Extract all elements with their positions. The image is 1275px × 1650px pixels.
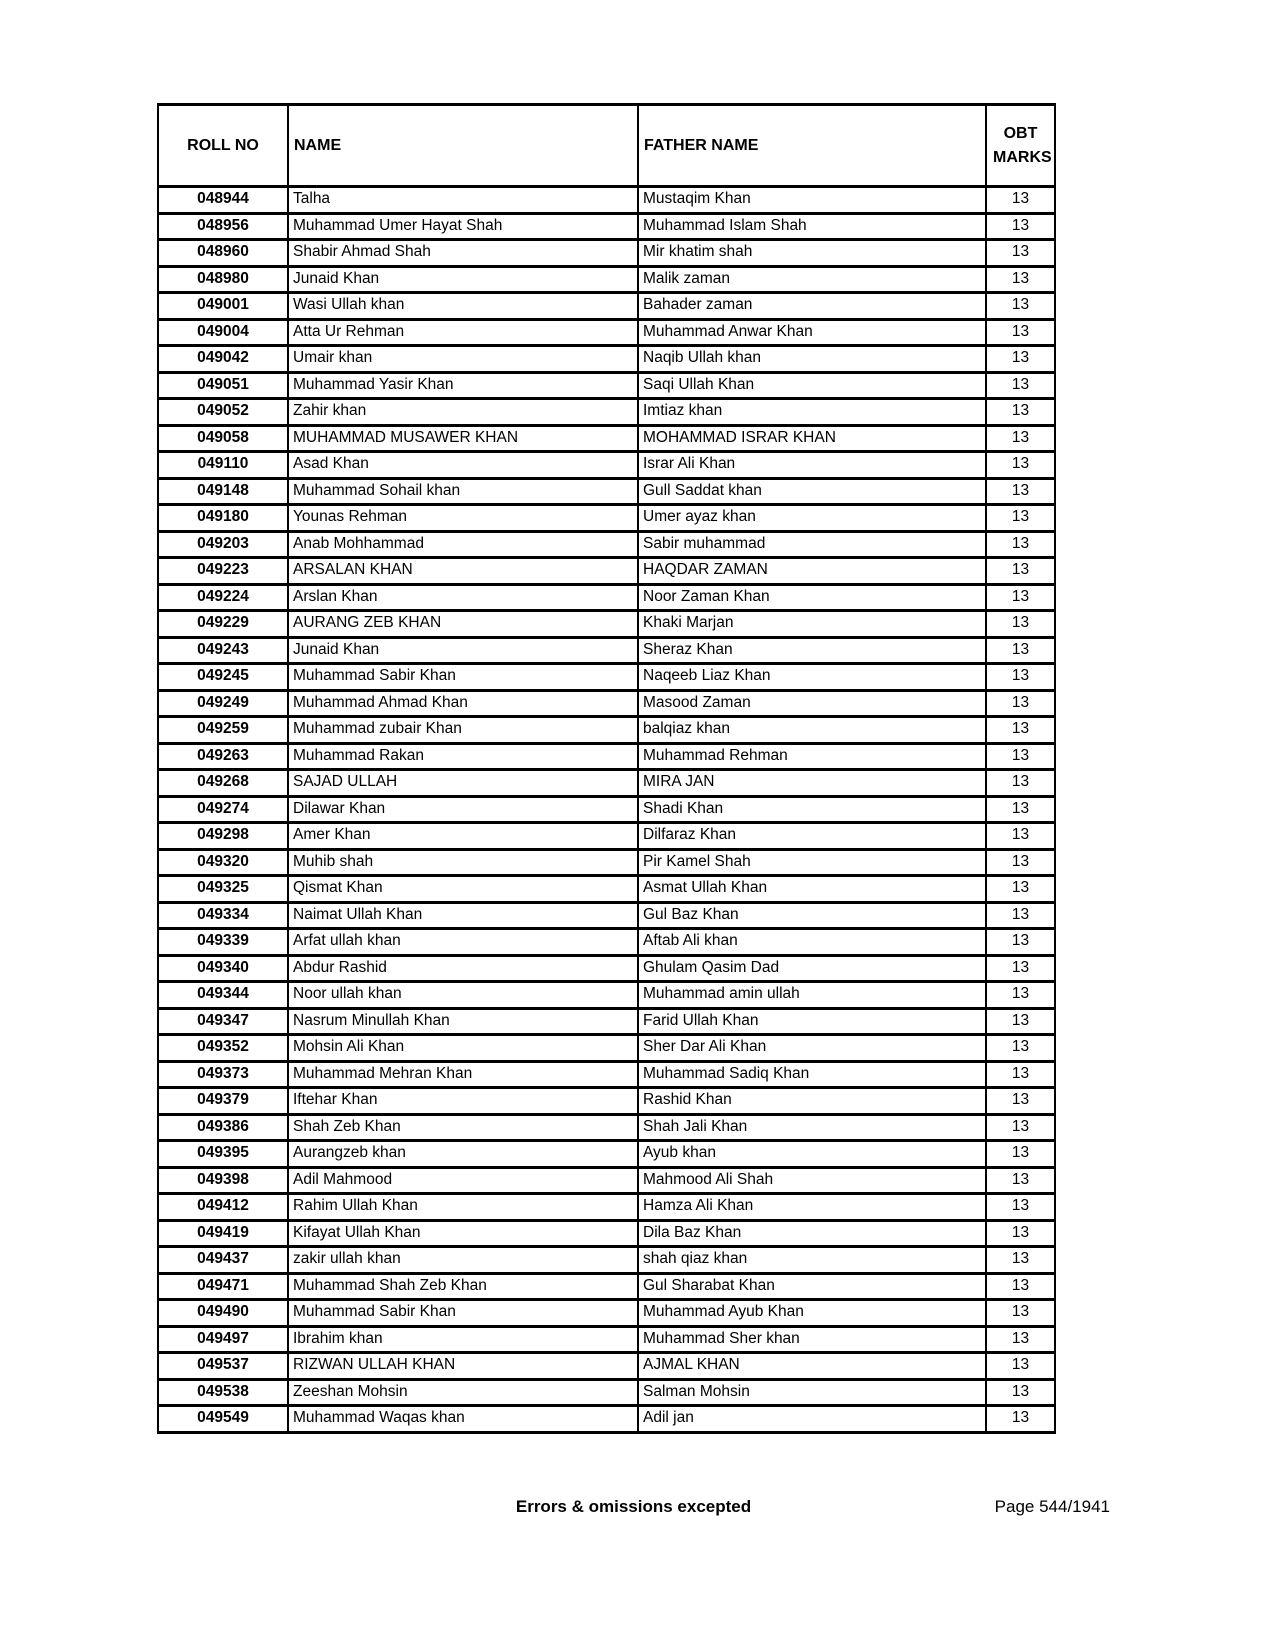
roll-no-cell: 049549 (158, 1406, 288, 1433)
page-footer (157, 1497, 1110, 1521)
roll-no-cell: 049223 (158, 558, 288, 585)
roll-no-cell: 049263 (158, 743, 288, 770)
roll-no-cell: 049268 (158, 770, 288, 797)
name-cell: Arfat ullah khan (288, 929, 638, 956)
table-row (158, 1141, 1055, 1168)
obt-marks-cell: 13 (986, 637, 1055, 664)
name-cell: RIZWAN ULLAH KHAN (288, 1353, 638, 1380)
father-name-cell: Imtiaz khan (638, 399, 986, 426)
father-name-cell: Gul Sharabat Khan (638, 1273, 986, 1300)
father-name-cell: Saqi Ullah Khan (638, 372, 986, 399)
obt-marks-cell: 13 (986, 1061, 1055, 1088)
obt-marks-cell: 13 (986, 240, 1055, 267)
roll-no-cell: 049339 (158, 929, 288, 956)
table-row (158, 1088, 1055, 1115)
table-row (158, 319, 1055, 346)
table-row (158, 929, 1055, 956)
father-name-cell: shah qiaz khan (638, 1247, 986, 1274)
roll-no-cell: 049395 (158, 1141, 288, 1168)
obt-marks-cell: 13 (986, 346, 1055, 373)
father-name-cell: Muhammad amin ullah (638, 982, 986, 1009)
obt-marks-cell: 13 (986, 319, 1055, 346)
roll-no-cell: 049386 (158, 1114, 288, 1141)
father-name-cell: Naqib Ullah khan (638, 346, 986, 373)
roll-no-cell: 049249 (158, 690, 288, 717)
obt-marks-cell: 13 (986, 266, 1055, 293)
obt-marks-cell: 13 (986, 1326, 1055, 1353)
name-cell: Muhammad Ahmad Khan (288, 690, 638, 717)
obt-marks-cell: 13 (986, 558, 1055, 585)
roll-no-cell: 049325 (158, 876, 288, 903)
obt-marks-cell: 13 (986, 955, 1055, 982)
table-row (158, 1353, 1055, 1380)
table-row (158, 1035, 1055, 1062)
father-name-cell: Shah Jali Khan (638, 1114, 986, 1141)
name-cell: Dilawar Khan (288, 796, 638, 823)
header-roll-no: ROLL NO (158, 105, 288, 187)
obt-marks-cell: 13 (986, 425, 1055, 452)
father-name-cell: Muhammad Sadiq Khan (638, 1061, 986, 1088)
table-row (158, 478, 1055, 505)
table-row (158, 452, 1055, 479)
table-row (158, 425, 1055, 452)
father-name-cell: Ayub khan (638, 1141, 986, 1168)
name-cell: Adil Mahmood (288, 1167, 638, 1194)
roll-no-cell: 049538 (158, 1379, 288, 1406)
father-name-cell: Sher Dar Ali Khan (638, 1035, 986, 1062)
name-cell: Muhammad Sabir Khan (288, 664, 638, 691)
obt-marks-cell: 13 (986, 664, 1055, 691)
name-cell: Anab Mohhammad (288, 531, 638, 558)
name-cell: Atta Ur Rehman (288, 319, 638, 346)
father-name-cell: Farid Ullah Khan (638, 1008, 986, 1035)
obt-marks-cell: 13 (986, 478, 1055, 505)
name-cell: Muhammad Shah Zeb Khan (288, 1273, 638, 1300)
name-cell: MUHAMMAD MUSAWER KHAN (288, 425, 638, 452)
roll-no-cell: 049419 (158, 1220, 288, 1247)
father-name-cell: Muhammad Sher khan (638, 1326, 986, 1353)
father-name-cell: balqiaz khan (638, 717, 986, 744)
name-cell: Arslan Khan (288, 584, 638, 611)
roll-no-cell: 049497 (158, 1326, 288, 1353)
father-name-cell: Adil jan (638, 1406, 986, 1433)
name-cell: Mohsin Ali Khan (288, 1035, 638, 1062)
results-table-header (158, 105, 1055, 187)
name-cell: Ibrahim khan (288, 1326, 638, 1353)
name-cell: Rahim Ullah Khan (288, 1194, 638, 1221)
table-row (158, 849, 1055, 876)
name-cell: Muhammad Rakan (288, 743, 638, 770)
obt-marks-cell: 13 (986, 1300, 1055, 1327)
obt-marks-cell: 13 (986, 1088, 1055, 1115)
footer-page-number: Page 544/1941 (994, 1497, 1110, 1516)
roll-no-cell: 049243 (158, 637, 288, 664)
name-cell: Muhammad Waqas khan (288, 1406, 638, 1433)
obt-marks-cell: 13 (986, 452, 1055, 479)
name-cell: Zahir khan (288, 399, 638, 426)
roll-no-cell: 049320 (158, 849, 288, 876)
name-cell: Wasi Ullah khan (288, 293, 638, 320)
name-cell: Talha (288, 187, 638, 214)
name-cell: Muhammad Sabir Khan (288, 1300, 638, 1327)
obt-marks-cell: 13 (986, 372, 1055, 399)
father-name-cell: Sabir muhammad (638, 531, 986, 558)
obt-marks-cell: 13 (986, 849, 1055, 876)
father-name-cell: Naqeeb Liaz Khan (638, 664, 986, 691)
roll-no-cell: 048980 (158, 266, 288, 293)
roll-no-cell: 049042 (158, 346, 288, 373)
obt-marks-cell: 13 (986, 690, 1055, 717)
roll-no-cell: 049379 (158, 1088, 288, 1115)
name-cell: Shabir Ahmad Shah (288, 240, 638, 267)
table-row (158, 1300, 1055, 1327)
name-cell: Muhib shah (288, 849, 638, 876)
obt-marks-cell: 13 (986, 929, 1055, 956)
obt-marks-cell: 13 (986, 1220, 1055, 1247)
father-name-cell: Muhammad Ayub Khan (638, 1300, 986, 1327)
header-name: NAME (288, 105, 638, 187)
obt-marks-cell: 13 (986, 1379, 1055, 1406)
obt-marks-cell: 13 (986, 1114, 1055, 1141)
name-cell: AURANG ZEB KHAN (288, 611, 638, 638)
table-row (158, 1008, 1055, 1035)
roll-no-cell: 049148 (158, 478, 288, 505)
roll-no-cell: 049398 (158, 1167, 288, 1194)
obt-marks-cell: 13 (986, 982, 1055, 1009)
father-name-cell: AJMAL KHAN (638, 1353, 986, 1380)
roll-no-cell: 049352 (158, 1035, 288, 1062)
roll-no-cell: 048956 (158, 213, 288, 240)
table-row (158, 743, 1055, 770)
name-cell: Zeeshan Mohsin (288, 1379, 638, 1406)
table-row (158, 1273, 1055, 1300)
father-name-cell: Rashid Khan (638, 1088, 986, 1115)
table-row (158, 770, 1055, 797)
roll-no-cell: 049110 (158, 452, 288, 479)
table-row (158, 1167, 1055, 1194)
father-name-cell: Mir khatim shah (638, 240, 986, 267)
table-row (158, 1379, 1055, 1406)
father-name-cell: Gull Saddat khan (638, 478, 986, 505)
roll-no-cell: 049340 (158, 955, 288, 982)
name-cell: Asad Khan (288, 452, 638, 479)
roll-no-cell: 049490 (158, 1300, 288, 1327)
table-row (158, 505, 1055, 532)
father-name-cell: MOHAMMAD ISRAR KHAN (638, 425, 986, 452)
father-name-cell: Muhammad Rehman (638, 743, 986, 770)
table-row (158, 399, 1055, 426)
obt-marks-cell: 13 (986, 1194, 1055, 1221)
father-name-cell: Bahader zaman (638, 293, 986, 320)
table-row (158, 796, 1055, 823)
table-row (158, 558, 1055, 585)
obt-marks-cell: 13 (986, 505, 1055, 532)
name-cell: Nasrum Minullah Khan (288, 1008, 638, 1035)
roll-no-cell: 049058 (158, 425, 288, 452)
roll-no-cell: 048944 (158, 187, 288, 214)
roll-no-cell: 049052 (158, 399, 288, 426)
table-row (158, 531, 1055, 558)
name-cell: Qismat Khan (288, 876, 638, 903)
roll-no-cell: 049259 (158, 717, 288, 744)
roll-no-cell: 049245 (158, 664, 288, 691)
table-row (158, 982, 1055, 1009)
father-name-cell: Muhammad Anwar Khan (638, 319, 986, 346)
roll-no-cell: 049004 (158, 319, 288, 346)
father-name-cell: Pir Kamel Shah (638, 849, 986, 876)
roll-no-cell: 049537 (158, 1353, 288, 1380)
name-cell: Noor ullah khan (288, 982, 638, 1009)
father-name-cell: Muhammad Islam Shah (638, 213, 986, 240)
table-row (158, 372, 1055, 399)
table-row (158, 717, 1055, 744)
name-cell: Muhammad Sohail khan (288, 478, 638, 505)
roll-no-cell: 049274 (158, 796, 288, 823)
father-name-cell: Sheraz Khan (638, 637, 986, 664)
table-row (158, 293, 1055, 320)
name-cell: Shah Zeb Khan (288, 1114, 638, 1141)
father-name-cell: Noor Zaman Khan (638, 584, 986, 611)
results-table (157, 103, 1056, 1434)
obt-marks-cell: 13 (986, 1247, 1055, 1274)
father-name-cell: Hamza Ali Khan (638, 1194, 986, 1221)
table-row (158, 1194, 1055, 1221)
table-row (158, 611, 1055, 638)
footer-note: Errors & omissions excepted (515, 1497, 752, 1516)
obt-marks-cell: 13 (986, 611, 1055, 638)
roll-no-cell: 049437 (158, 1247, 288, 1274)
obt-marks-cell: 13 (986, 399, 1055, 426)
name-cell: Iftehar Khan (288, 1088, 638, 1115)
table-row (158, 902, 1055, 929)
roll-no-cell: 049334 (158, 902, 288, 929)
roll-no-cell: 049224 (158, 584, 288, 611)
name-cell: Junaid Khan (288, 266, 638, 293)
name-cell: Abdur Rashid (288, 955, 638, 982)
name-cell: Muhammad Yasir Khan (288, 372, 638, 399)
table-row (158, 1061, 1055, 1088)
father-name-cell: Malik zaman (638, 266, 986, 293)
father-name-cell: Aftab Ali khan (638, 929, 986, 956)
name-cell: Muhammad zubair Khan (288, 717, 638, 744)
roll-no-cell: 049298 (158, 823, 288, 850)
father-name-cell: Asmat Ullah Khan (638, 876, 986, 903)
name-cell: Amer Khan (288, 823, 638, 850)
table-row (158, 240, 1055, 267)
father-name-cell: Israr Ali Khan (638, 452, 986, 479)
father-name-cell: Dila Baz Khan (638, 1220, 986, 1247)
father-name-cell: Dilfaraz Khan (638, 823, 986, 850)
table-row (158, 823, 1055, 850)
father-name-cell: Khaki Marjan (638, 611, 986, 638)
obt-marks-cell: 13 (986, 584, 1055, 611)
table-row (158, 187, 1055, 214)
roll-no-cell: 049373 (158, 1061, 288, 1088)
name-cell: Umair khan (288, 346, 638, 373)
table-row (158, 1220, 1055, 1247)
table-row (158, 637, 1055, 664)
table-row (158, 1247, 1055, 1274)
roll-no-cell: 049001 (158, 293, 288, 320)
roll-no-cell: 049344 (158, 982, 288, 1009)
father-name-cell: Ghulam Qasim Dad (638, 955, 986, 982)
father-name-cell: MIRA JAN (638, 770, 986, 797)
roll-no-cell: 048960 (158, 240, 288, 267)
name-cell: Junaid Khan (288, 637, 638, 664)
name-cell: SAJAD ULLAH (288, 770, 638, 797)
table-row (158, 346, 1055, 373)
obt-marks-cell: 13 (986, 531, 1055, 558)
father-name-cell: Mahmood Ali Shah (638, 1167, 986, 1194)
father-name-cell: Salman Mohsin (638, 1379, 986, 1406)
roll-no-cell: 049471 (158, 1273, 288, 1300)
obt-marks-cell: 13 (986, 293, 1055, 320)
obt-marks-cell: 13 (986, 902, 1055, 929)
table-row (158, 876, 1055, 903)
father-name-cell: Gul Baz Khan (638, 902, 986, 929)
obt-marks-cell: 13 (986, 876, 1055, 903)
name-cell: Aurangzeb khan (288, 1141, 638, 1168)
father-name-cell: Shadi Khan (638, 796, 986, 823)
father-name-cell: Umer ayaz khan (638, 505, 986, 532)
roll-no-cell: 049412 (158, 1194, 288, 1221)
results-table-body (158, 187, 1055, 1433)
obt-marks-cell: 13 (986, 1273, 1055, 1300)
roll-no-cell: 049051 (158, 372, 288, 399)
name-cell: Muhammad Mehran Khan (288, 1061, 638, 1088)
obt-marks-cell: 13 (986, 187, 1055, 214)
roll-no-cell: 049347 (158, 1008, 288, 1035)
header-row (158, 105, 1055, 187)
obt-marks-cell: 13 (986, 796, 1055, 823)
obt-marks-cell: 13 (986, 717, 1055, 744)
father-name-cell: Mustaqim Khan (638, 187, 986, 214)
table-row (158, 690, 1055, 717)
header-obt-marks: OBT MARKS (986, 105, 1055, 187)
obt-marks-cell: 13 (986, 213, 1055, 240)
name-cell: Naimat Ullah Khan (288, 902, 638, 929)
roll-no-cell: 049180 (158, 505, 288, 532)
table-row (158, 584, 1055, 611)
roll-no-cell: 049229 (158, 611, 288, 638)
table-row (158, 1114, 1055, 1141)
obt-marks-cell: 13 (986, 1141, 1055, 1168)
name-cell: zakir ullah khan (288, 1247, 638, 1274)
obt-marks-cell: 13 (986, 1035, 1055, 1062)
table-row (158, 955, 1055, 982)
obt-marks-cell: 13 (986, 1008, 1055, 1035)
name-cell: Muhammad Umer Hayat Shah (288, 213, 638, 240)
father-name-cell: Masood Zaman (638, 690, 986, 717)
name-cell: Younas Rehman (288, 505, 638, 532)
table-row (158, 1406, 1055, 1433)
name-cell: Kifayat Ullah Khan (288, 1220, 638, 1247)
obt-marks-cell: 13 (986, 1167, 1055, 1194)
name-cell: ARSALAN KHAN (288, 558, 638, 585)
father-name-cell: HAQDAR ZAMAN (638, 558, 986, 585)
table-row (158, 1326, 1055, 1353)
obt-marks-cell: 13 (986, 823, 1055, 850)
table-row (158, 266, 1055, 293)
table-row (158, 664, 1055, 691)
obt-marks-cell: 13 (986, 770, 1055, 797)
obt-marks-cell: 13 (986, 1353, 1055, 1380)
obt-marks-cell: 13 (986, 1406, 1055, 1433)
table-row (158, 213, 1055, 240)
header-father-name: FATHER NAME (638, 105, 986, 187)
roll-no-cell: 049203 (158, 531, 288, 558)
obt-marks-cell: 13 (986, 743, 1055, 770)
